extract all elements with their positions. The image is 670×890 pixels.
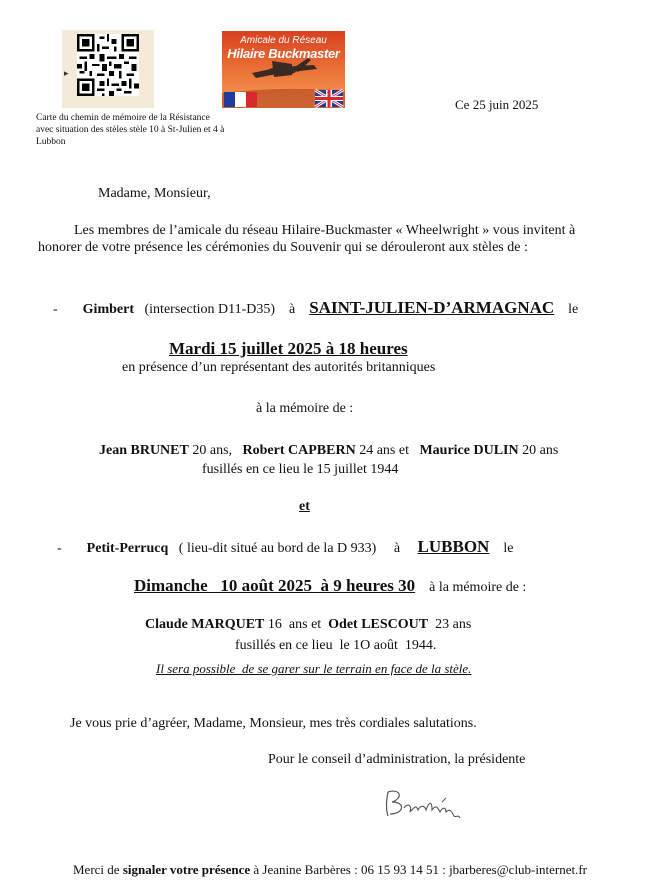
site1-dash: - bbox=[53, 302, 58, 317]
site1-victim1-name: Jean BRUNET bbox=[99, 443, 189, 458]
site1-a: à bbox=[289, 302, 296, 317]
letter-date: Ce 25 juin 2025 bbox=[455, 97, 539, 112]
handwritten-signature bbox=[380, 784, 470, 824]
salutation: Madame, Monsieur, bbox=[98, 186, 211, 201]
footer-signaler: signaler votre présence bbox=[122, 862, 251, 877]
logo-line-name: Hilaire Buckmaster bbox=[227, 46, 340, 61]
site2-heading bbox=[57, 537, 513, 557]
footer-merci: Merci de bbox=[73, 862, 120, 877]
site1-fusilles: fusillés en ce lieu le 15 juillet 1944 bbox=[202, 462, 399, 477]
site1-town: SAINT-JULIEN-D’ARMAGNAC bbox=[309, 298, 555, 317]
site1-presence: en présence d’un représentant des autorités britanniques bbox=[122, 360, 436, 375]
site2-victim1-name: Claude MARQUET bbox=[145, 617, 265, 632]
qr-code[interactable] bbox=[62, 30, 154, 108]
site1-victim3-age: 20 ans bbox=[522, 443, 559, 458]
site2-detail: ( lieu-dit situé au bord de la D 933) bbox=[178, 541, 377, 556]
site2-a: à bbox=[393, 541, 401, 556]
qr-caption: Carte du chemin de mémoire de la Résistance avec situation des stèles stèle 10 à St-Julien et 4 à Lubbon bbox=[36, 113, 225, 147]
site2-place: Petit-Perrucq bbox=[86, 541, 169, 556]
french-flag-icon bbox=[224, 92, 257, 107]
footer-contact-details: à Jeanine Barbères : 06 15 93 14 51 : jbarberes@club-internet.fr bbox=[253, 862, 587, 877]
uk-flag-icon bbox=[315, 90, 343, 107]
site1-victims bbox=[99, 443, 558, 459]
site2-le: le bbox=[503, 541, 514, 556]
parking-note: Il sera possible de se garer sur le terrain en face de la stèle. bbox=[156, 661, 472, 676]
signer-title: Pour le conseil d’administration, la présidente bbox=[268, 752, 526, 767]
site2-dash: - bbox=[57, 541, 62, 556]
footer-contact bbox=[73, 862, 587, 878]
qr-code-image bbox=[77, 34, 139, 96]
site2-fusilles: fusillés en ce lieu le 1O août 1944. bbox=[235, 638, 437, 653]
site1-detail: (intersection D11-D35) bbox=[144, 302, 275, 317]
site1-place: Gimbert bbox=[82, 302, 134, 317]
qr-marker-glyph: ▸ bbox=[64, 68, 69, 78]
site1-victim2-name: Robert CAPBERN bbox=[242, 443, 356, 458]
site2-memoire: à la mémoire de : bbox=[429, 580, 527, 595]
site1-le: le bbox=[568, 302, 579, 317]
site2-victim2-age: 23 ans bbox=[435, 617, 472, 632]
site2-datetime: Dimanche 10 août 2025 à 9 heures 30 bbox=[134, 576, 416, 595]
intro-paragraph bbox=[38, 222, 613, 256]
site1-datetime: Mardi 15 juillet 2025 à 18 heures bbox=[169, 339, 408, 358]
site2-victims bbox=[145, 617, 471, 633]
logo-line-amicale: Amicale du Réseau bbox=[240, 35, 327, 46]
intro-text: Les membres de l’amicale du réseau Hilaire-Buckmaster « Wheelwright » vous invitent à honorer de votre présence les cérémonies du Souvenir qui se dérouleront aux stèles de : bbox=[38, 223, 576, 255]
site1-victim1-age: 20 ans, bbox=[192, 443, 233, 458]
conjunction-et: et bbox=[299, 499, 310, 514]
site1-victim3-name: Maurice DULIN bbox=[419, 443, 519, 458]
site2-victim1-age: 16 ans et bbox=[267, 617, 322, 632]
site1-memoire: à la mémoire de : bbox=[256, 401, 354, 416]
site1-victim2-age: 24 ans et bbox=[359, 443, 409, 458]
site2-victim2-name: Odet LESCOUT bbox=[328, 617, 429, 632]
closing-formula: Je vous prie d’agréer, Madame, Monsieur, mes très cordiales salutations. bbox=[70, 716, 477, 731]
site2-town: LUBBON bbox=[417, 537, 490, 556]
site2-date-line bbox=[134, 576, 526, 596]
site1-heading bbox=[53, 298, 578, 318]
association-logo bbox=[222, 31, 345, 108]
